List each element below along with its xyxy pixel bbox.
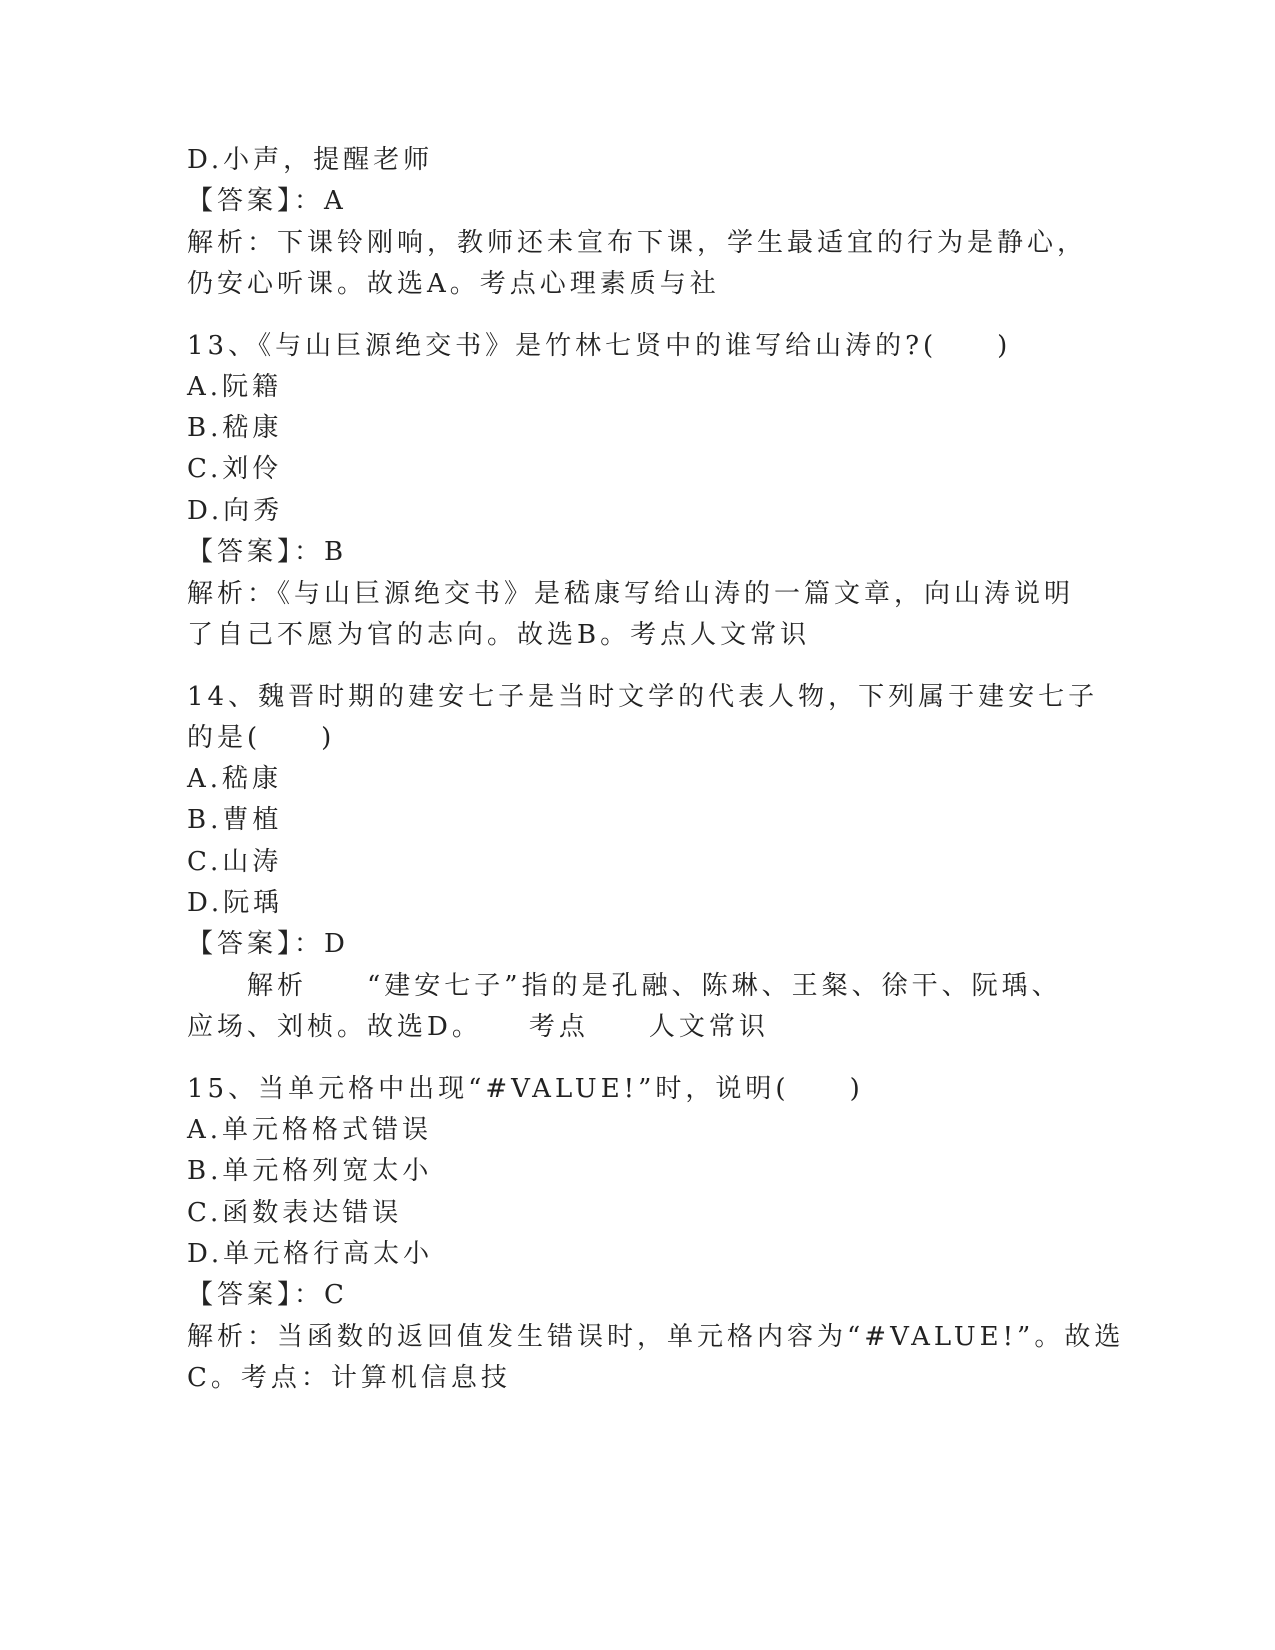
q13-option-a: A.阮籍 [187, 372, 283, 402]
q12-explanation-line2: 仍安心听课。故选A。考点心理素质与社 [187, 269, 720, 299]
q14-option-b: B.曹植 [187, 805, 283, 835]
q14-option-d: D.阮瑀 [187, 888, 284, 918]
q13-option-d: D.向秀 [187, 496, 284, 526]
q14-explanation-line2: 应场、刘桢。故选D。 考点 人文常识 [187, 1012, 769, 1042]
q15-stem: 15、当单元格中出现“#VALUE!”时，说明( ) [187, 1074, 864, 1104]
q14-option-a: A.嵇康 [187, 764, 283, 794]
q13-stem: 13、《与山巨源绝交书》是竹林七贤中的谁写给山涛的?( ) [187, 331, 1012, 361]
q13-option-b: B.嵇康 [187, 413, 283, 443]
q15-answer: 【答案】：C [187, 1280, 348, 1310]
q15-option-b: B.单元格列宽太小 [187, 1156, 433, 1186]
q15-option-a: A.单元格格式错误 [187, 1115, 433, 1145]
q14-answer: 【答案】：D [187, 929, 349, 959]
q12-option-d: D.小声，提醒老师 [187, 145, 434, 175]
q14-explanation-line1: 解析 “建安七子”指的是孔融、陈琳、王粲、徐干、阮瑀、 [187, 971, 1062, 1001]
q13-explanation-line1: 解析：《与山巨源绝交书》是嵇康写给山涛的一篇文章，向山涛说明 [187, 579, 1075, 609]
q15-explanation-line1: 解析：当函数的返回值发生错误时，单元格内容为“#VALUE!”。故选 [187, 1322, 1125, 1352]
q13-option-c: C.刘伶 [187, 454, 283, 484]
q14-option-c: C.山涛 [187, 847, 283, 877]
q14-stem-line1: 14、魏晋时期的建安七子是当时文学的代表人物，下列属于建安七子 [187, 682, 1099, 712]
q12-answer: 【答案】：A [187, 186, 347, 216]
q14-stem-line2: 的是( ) [187, 723, 336, 753]
q15-option-d: D.单元格行高太小 [187, 1239, 434, 1269]
q15-option-c: C.函数表达错误 [187, 1198, 403, 1228]
q12-explanation-line1: 解析：下课铃刚响，教师还未宣布下课，学生最适宜的行为是静心， [187, 228, 1088, 258]
q13-answer: 【答案】：B [187, 537, 348, 567]
q13-explanation-line2: 了自己不愿为官的志向。故选B。考点人文常识 [187, 620, 811, 650]
q15-explanation-line2: C。考点：计算机信息技 [187, 1363, 511, 1393]
